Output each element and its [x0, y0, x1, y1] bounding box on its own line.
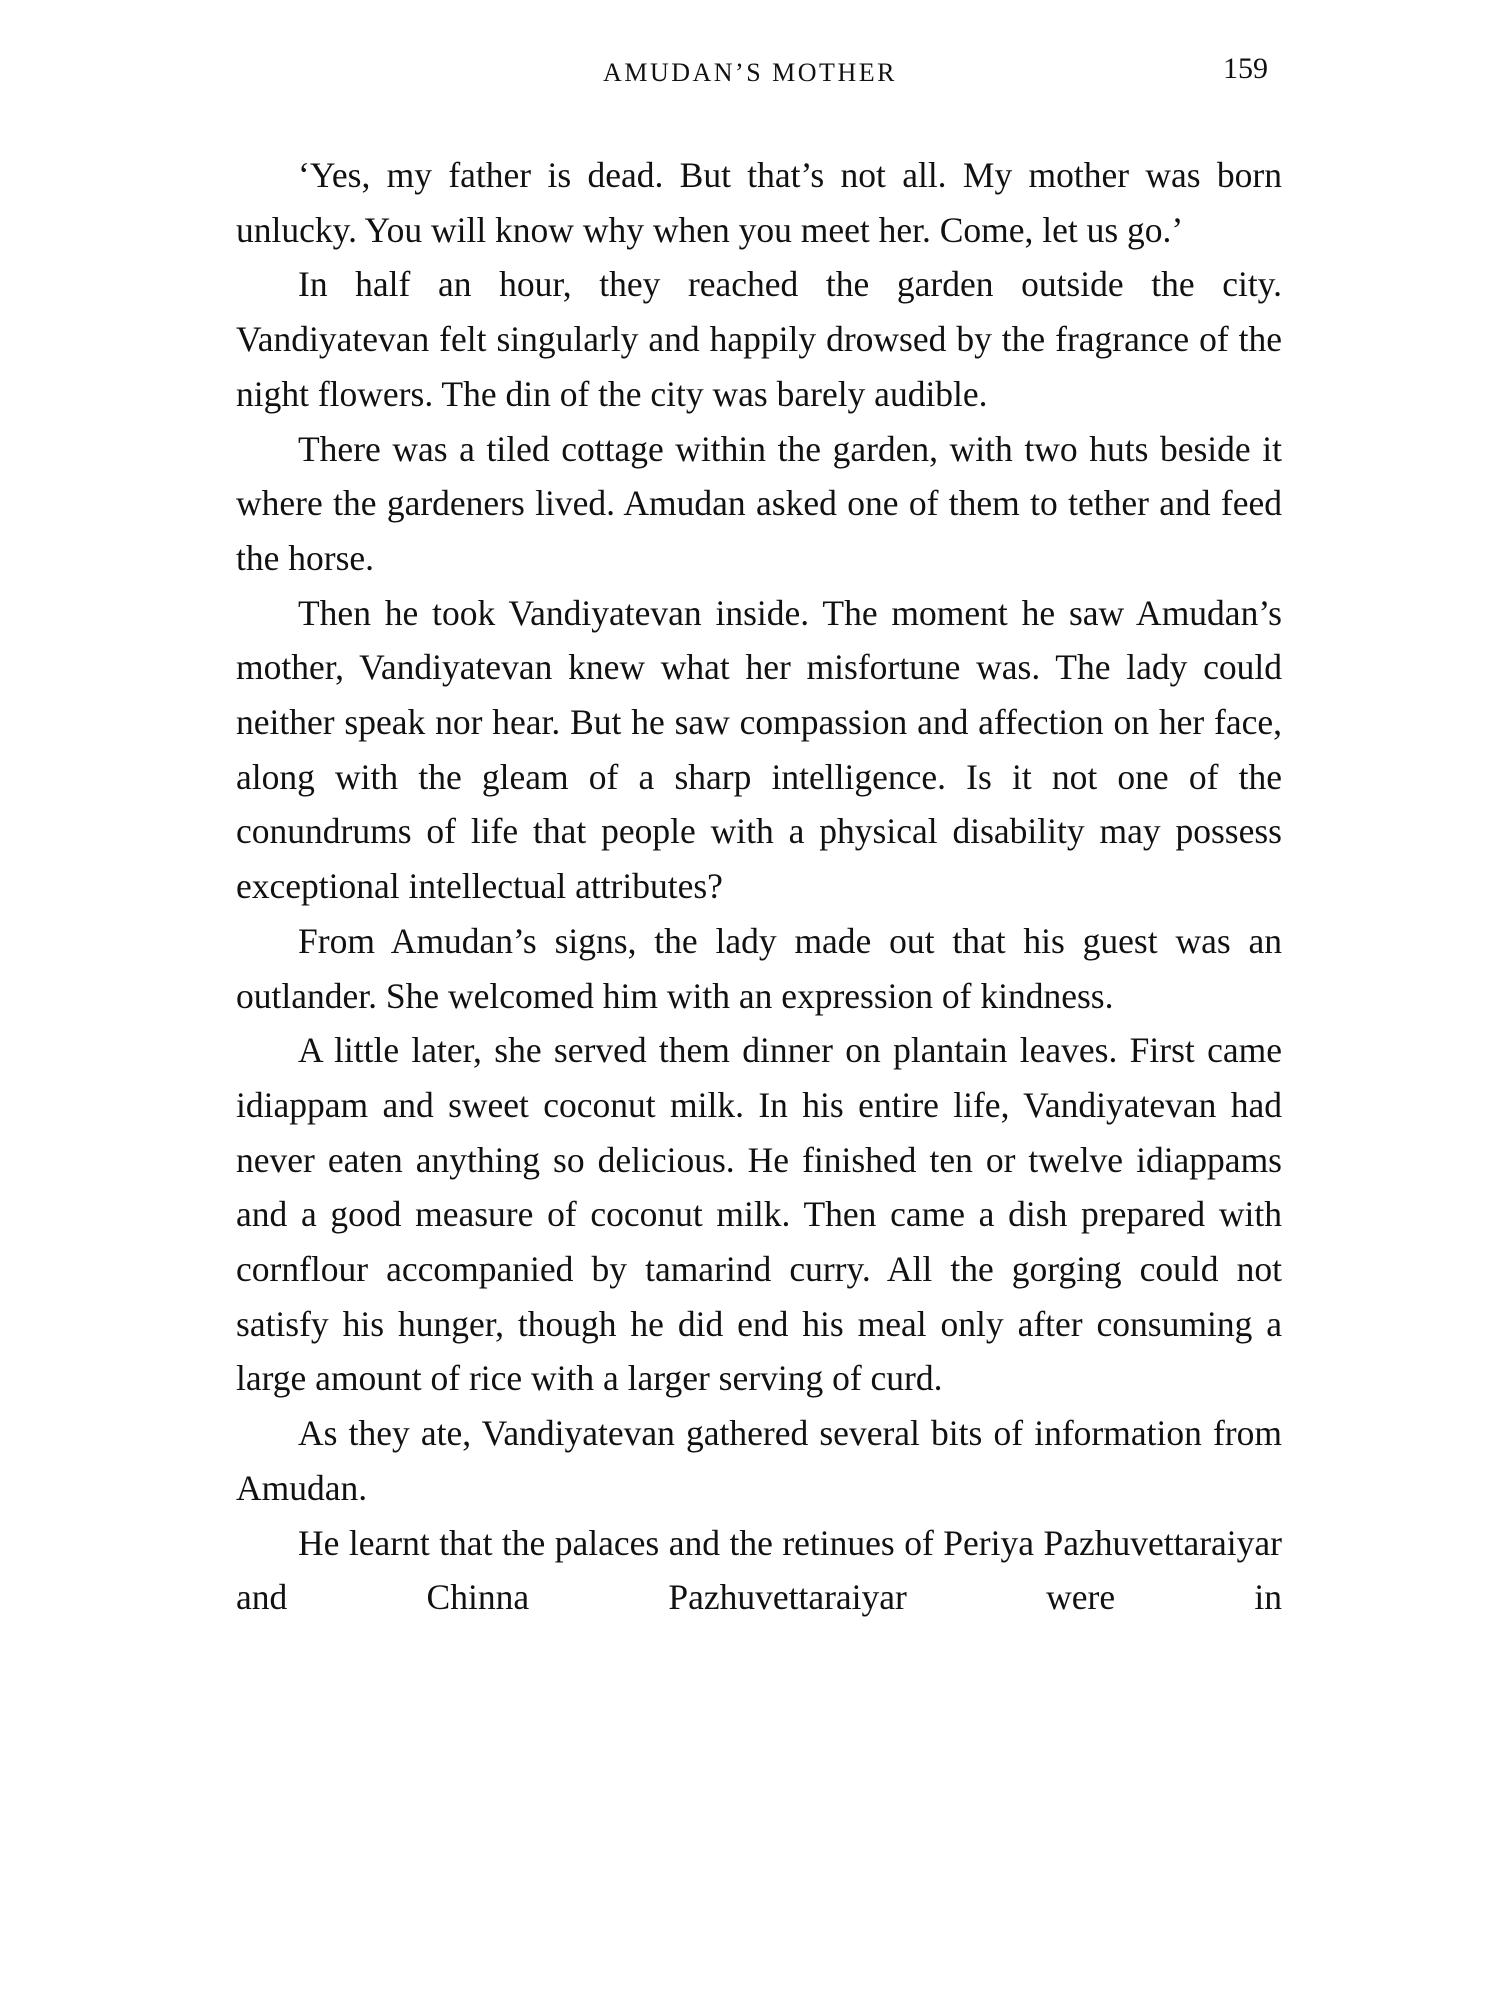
paragraph: There was a tiled cottage within the garden, with two huts beside it where the gardeners lived. Amudan asked one of them to tether and feed the horse. — [236, 428, 1282, 578]
chapter-title: AMUDAN’S MOTHER — [603, 58, 897, 87]
paragraph: A little later, she served them dinner on plantain leaves. First came idiappam and sweet coconut milk. In his entire life, Vandiyatevan had never eaten anything so delicious. He finished ten or twelve idiappams and a good measure of coconut milk. Then came a dish prepared with cornflour accompanied by tamarind curry. All the gorging could not satisfy his hunger, though he did end his meal only after consuming a large amount of rice with a larger serving of curd. — [236, 1030, 1282, 1399]
paragraph: He learnt that the palaces and the retinues of Periya Pazhuvettaraiyar and Chinna Pazhuvettaraiyar were in — [236, 1522, 1282, 1618]
paragraph: In half an hour, they reached the garden outside the city. Vandiyatevan felt singularly and happily drowsed by the fragrance of the night flowers. The din of the city was barely audible. — [236, 264, 1282, 414]
body-text — [236, 148, 1282, 1625]
paragraph: Then he took Vandiyatevan inside. The moment he saw Amudan’s mother, Vandiyatevan knew what her misfortune was. The lady could neither speak nor hear. But he saw compassion and affection on her face, along with the gleam of a sharp intelligence. Is it not one of the conundrums of life that people with a physical disability may possess exceptional intellectual attributes? — [236, 592, 1282, 907]
paragraph: ‘Yes, my father is dead. But that’s not all. My mother was born unlucky. You will know why when you meet her. Come, let us go.’ — [236, 155, 1282, 250]
paragraph: From Amudan’s signs, the lady made out that his guest was an outlander. She welcomed him with an expression of kindness. — [236, 920, 1282, 1016]
running-head — [0, 52, 1500, 96]
paragraph: As they ate, Vandiyatevan gathered several bits of information from Amudan. — [236, 1413, 1282, 1508]
page-number: 159 — [1223, 52, 1268, 85]
